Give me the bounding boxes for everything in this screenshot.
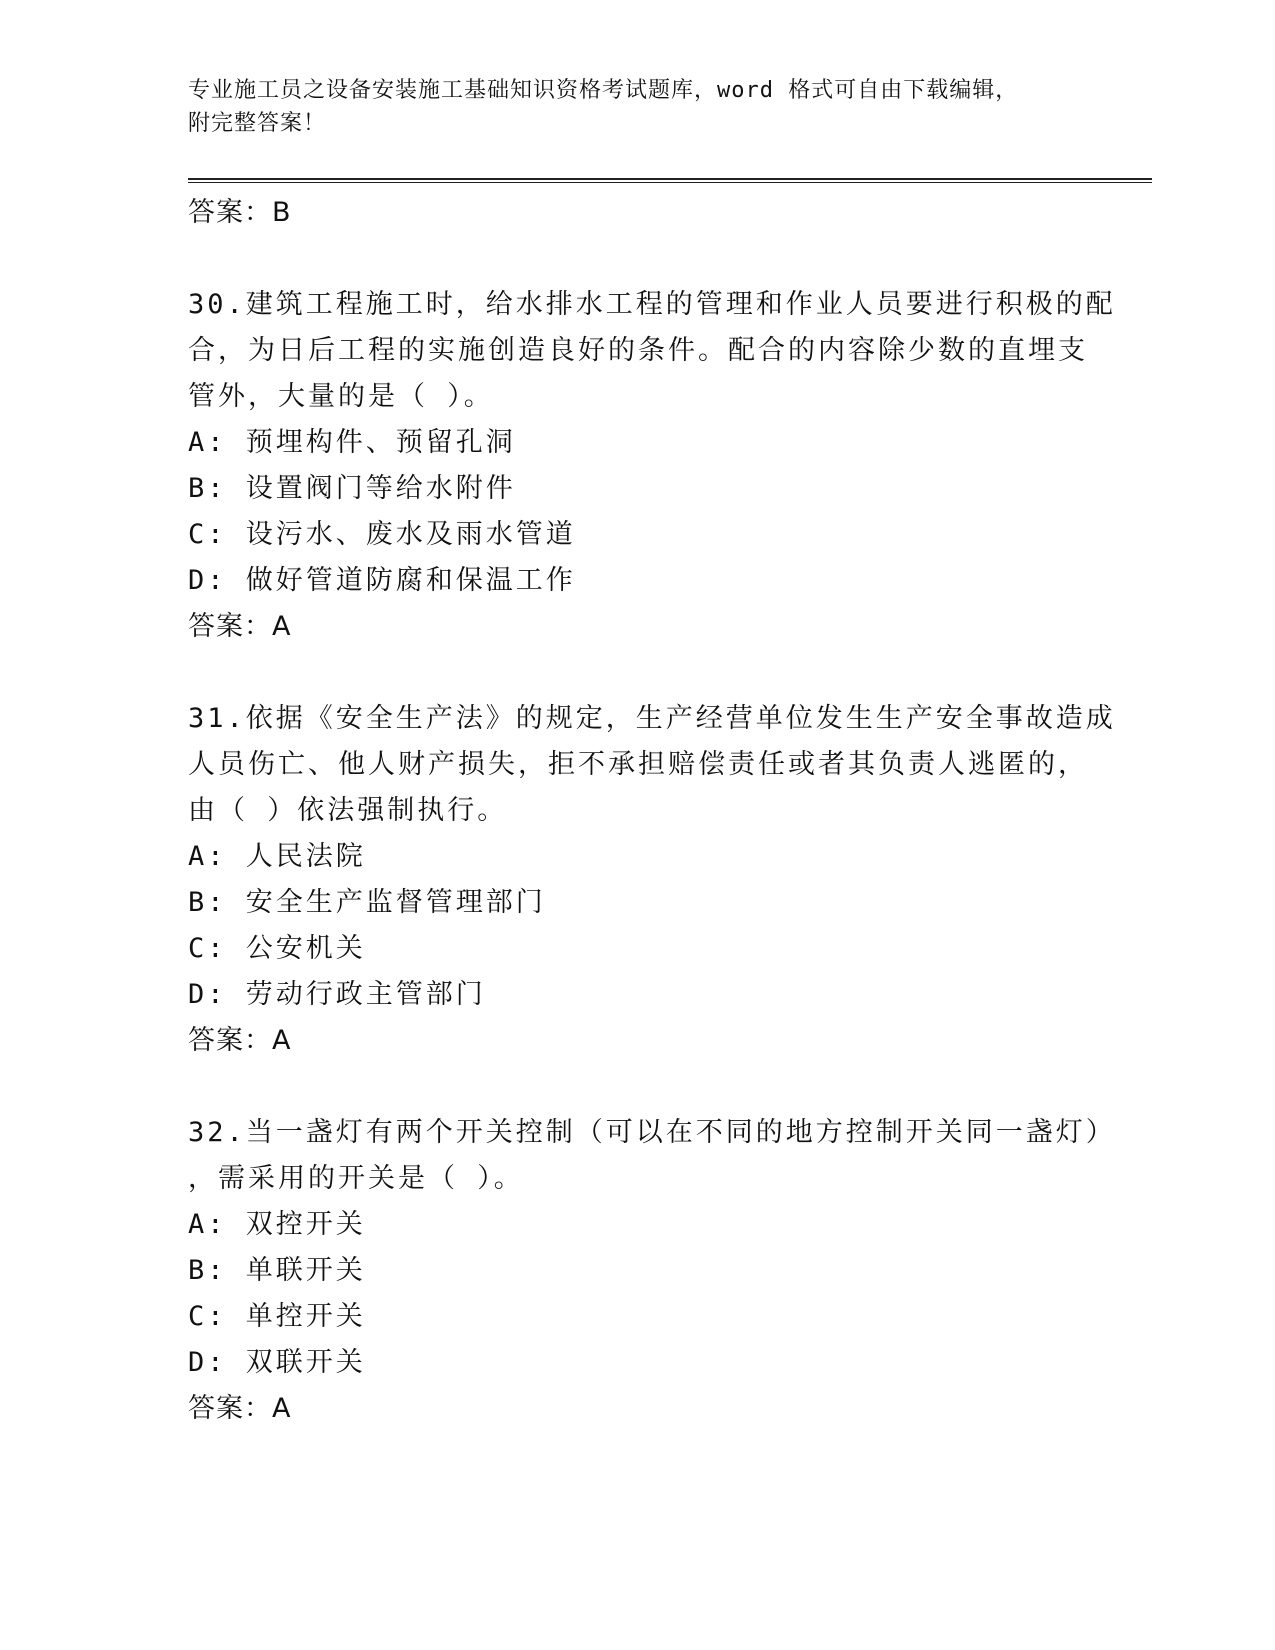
header-divider [188,178,1152,183]
page-header [188,74,1088,140]
question-30 [188,282,1116,650]
question-text-line: 32.当一盏灯有两个开关控制（可以在不同的地方控制开关同一盏灯） [188,1117,1116,1148]
previous-answer: 答案：B [188,197,292,228]
option-c: C: 设污水、废水及雨水管道 [188,519,576,550]
header-line-1: 专业施工员之设备安装施工基础知识资格考试题库，word 格式可自由下载编辑， [188,78,1019,103]
answer-line: 答案：A [188,611,292,642]
question-31 [188,696,1116,1064]
option-b: B: 设置阀门等给水附件 [188,473,516,504]
answer-line: 答案：A [188,1393,292,1424]
option-d: D: 做好管道防腐和保温工作 [188,565,576,596]
option-d: D: 劳动行政主管部门 [188,979,486,1010]
option-a: A: 预埋构件、预留孔洞 [188,427,516,458]
option-d: D: 双联开关 [188,1347,366,1378]
question-text-line: 30.建筑工程施工时，给水排水工程的管理和作业人员要进行积极的配 [188,289,1116,320]
question-text-line: 管外，大量的是（ ）。 [188,381,494,412]
question-text-line: 合，为日后工程的实施创造良好的条件。配合的内容除少数的直埋支 [188,335,1088,366]
option-a: A: 人民法院 [188,841,366,872]
question-list [188,190,1116,1478]
option-c: C: 公安机关 [188,933,366,964]
question-32 [188,1110,1116,1432]
answer-line: 答案：A [188,1025,292,1056]
option-a: A: 双控开关 [188,1209,366,1240]
option-b: B: 安全生产监督管理部门 [188,887,546,918]
option-c: C: 单控开关 [188,1301,366,1332]
option-b: B: 单联开关 [188,1255,366,1286]
question-text-line: ，需采用的开关是（ ）。 [188,1163,524,1194]
question-text-line: 由（ ）依法强制执行。 [188,795,508,826]
question-text-line: 人员伤亡、他人财产损失，拒不承担赔偿责任或者其负责人逃匿的， [188,749,1088,780]
header-line-2: 附完整答案！ [188,111,327,136]
question-text-line: 31.依据《安全生产法》的规定，生产经营单位发生生产安全事故造成 [188,703,1116,734]
